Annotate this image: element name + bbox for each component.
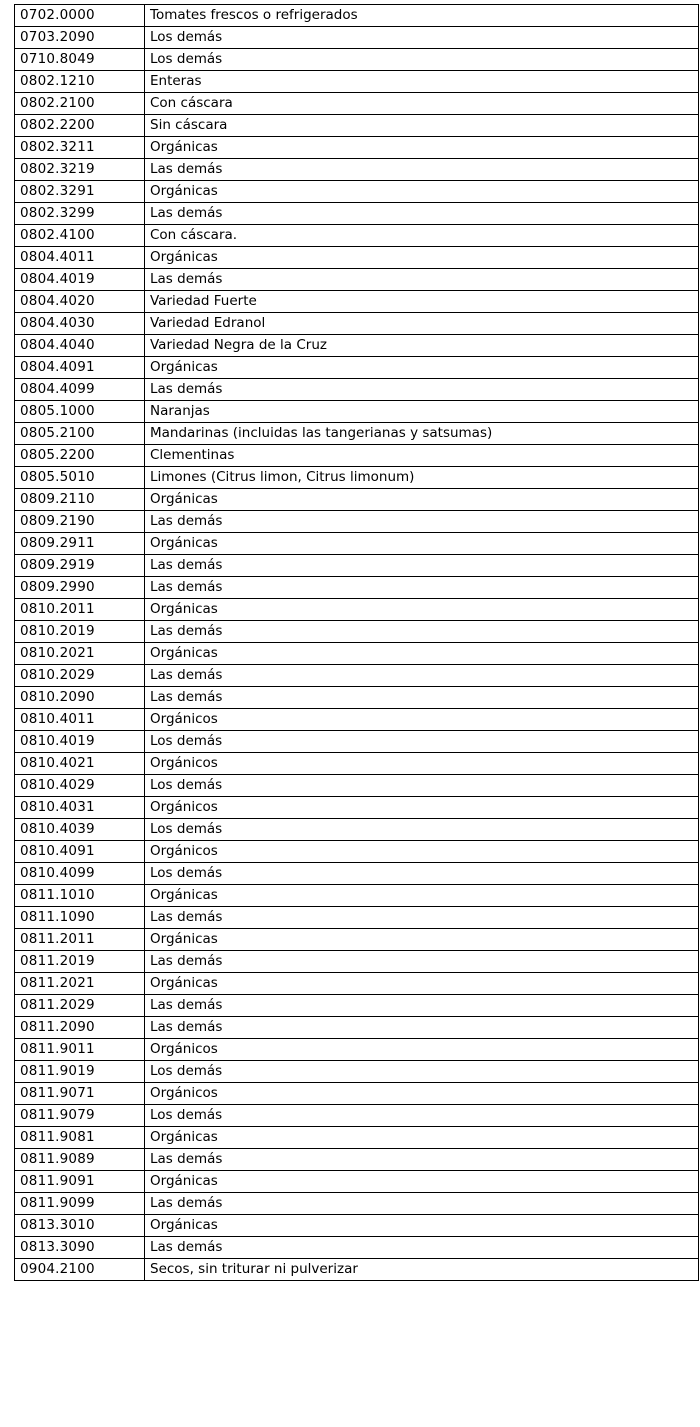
- tariff-code-cell: 0703.2090: [15, 27, 145, 49]
- tariff-description-cell: Los demás: [145, 819, 699, 841]
- tariff-description-cell: Orgánicas: [145, 929, 699, 951]
- tariff-description-cell: Tomates frescos o refrigerados: [145, 5, 699, 27]
- tariff-description-cell: Enteras: [145, 71, 699, 93]
- tariff-description-cell: Las demás: [145, 577, 699, 599]
- tariff-code-cell: 0813.3090: [15, 1237, 145, 1259]
- tariff-code-cell: 0811.2019: [15, 951, 145, 973]
- tariff-description-cell: Orgánicos: [145, 841, 699, 863]
- tariff-description-cell: Las demás: [145, 1017, 699, 1039]
- table-row: [15, 753, 699, 775]
- tariff-code-cell: 0811.9011: [15, 1039, 145, 1061]
- tariff-code-cell: 0804.4099: [15, 379, 145, 401]
- tariff-description-cell: Orgánicas: [145, 885, 699, 907]
- tariff-description-cell: Mandarinas (incluidas las tangerianas y satsumas): [145, 423, 699, 445]
- tariff-code-cell: 0810.2011: [15, 599, 145, 621]
- tariff-description-cell: Clementinas: [145, 445, 699, 467]
- table-row: [15, 291, 699, 313]
- tariff-table-body: [15, 5, 699, 1281]
- tariff-description-cell: Los demás: [145, 775, 699, 797]
- tariff-code-cell: 0702.0000: [15, 5, 145, 27]
- tariff-code-cell: 0802.3219: [15, 159, 145, 181]
- tariff-description-cell: Orgánicas: [145, 247, 699, 269]
- tariff-code-cell: 0811.1090: [15, 907, 145, 929]
- tariff-code-cell: 0804.4020: [15, 291, 145, 313]
- tariff-description-cell: Orgánicas: [145, 489, 699, 511]
- tariff-code-cell: 0810.4021: [15, 753, 145, 775]
- tariff-code-cell: 0804.4019: [15, 269, 145, 291]
- tariff-description-cell: Los demás: [145, 27, 699, 49]
- table-row: [15, 1039, 699, 1061]
- tariff-code-cell: 0804.4030: [15, 313, 145, 335]
- table-row: [15, 115, 699, 137]
- table-row: [15, 1017, 699, 1039]
- table-row: [15, 269, 699, 291]
- tariff-code-cell: 0810.2019: [15, 621, 145, 643]
- tariff-description-cell: Las demás: [145, 1237, 699, 1259]
- tariff-code-cell: 0810.4029: [15, 775, 145, 797]
- tariff-code-cell: 0810.4019: [15, 731, 145, 753]
- tariff-description-cell: Los demás: [145, 731, 699, 753]
- tariff-description-cell: Orgánicos: [145, 1083, 699, 1105]
- tariff-code-cell: 0802.2200: [15, 115, 145, 137]
- tariff-description-cell: Variedad Edranol: [145, 313, 699, 335]
- tariff-code-cell: 0805.2100: [15, 423, 145, 445]
- tariff-description-cell: Orgánicas: [145, 1171, 699, 1193]
- tariff-description-cell: Las demás: [145, 621, 699, 643]
- table-row: [15, 621, 699, 643]
- table-row: [15, 643, 699, 665]
- tariff-code-cell: 0811.1010: [15, 885, 145, 907]
- tariff-description-cell: Los demás: [145, 1061, 699, 1083]
- tariff-code-cell: 0805.2200: [15, 445, 145, 467]
- tariff-description-cell: Las demás: [145, 203, 699, 225]
- tariff-code-cell: 0804.4091: [15, 357, 145, 379]
- table-row: [15, 379, 699, 401]
- tariff-code-cell: 0809.2110: [15, 489, 145, 511]
- table-row: [15, 1237, 699, 1259]
- tariff-code-cell: 0811.9081: [15, 1127, 145, 1149]
- tariff-code-cell: 0809.2919: [15, 555, 145, 577]
- tariff-description-cell: Orgánicas: [145, 1215, 699, 1237]
- tariff-description-cell: Las demás: [145, 907, 699, 929]
- table-row: [15, 555, 699, 577]
- table-row: [15, 1171, 699, 1193]
- tariff-code-cell: 0810.4011: [15, 709, 145, 731]
- tariff-description-cell: Orgánicas: [145, 973, 699, 995]
- tariff-description-cell: Las demás: [145, 159, 699, 181]
- tariff-code-cell: 0811.2090: [15, 1017, 145, 1039]
- tariff-code-cell: 0802.3291: [15, 181, 145, 203]
- tariff-code-cell: 0809.2990: [15, 577, 145, 599]
- table-row: [15, 885, 699, 907]
- tariff-code-cell: 0810.2090: [15, 687, 145, 709]
- table-row: [15, 709, 699, 731]
- tariff-description-cell: Orgánicas: [145, 643, 699, 665]
- table-row: [15, 1193, 699, 1215]
- tariff-description-cell: Las demás: [145, 379, 699, 401]
- table-row: [15, 797, 699, 819]
- table-row: [15, 357, 699, 379]
- tariff-code-cell: 0802.3299: [15, 203, 145, 225]
- tariff-code-cell: 0804.4040: [15, 335, 145, 357]
- tariff-code-cell: 0804.4011: [15, 247, 145, 269]
- table-row: [15, 1127, 699, 1149]
- table-row: [15, 181, 699, 203]
- tariff-code-cell: 0811.2021: [15, 973, 145, 995]
- table-row: [15, 27, 699, 49]
- table-row: [15, 137, 699, 159]
- tariff-description-cell: Sin cáscara: [145, 115, 699, 137]
- table-row: [15, 1259, 699, 1281]
- table-row: [15, 423, 699, 445]
- table-row: [15, 775, 699, 797]
- tariff-description-cell: Los demás: [145, 863, 699, 885]
- tariff-description-cell: Las demás: [145, 1193, 699, 1215]
- tariff-code-cell: 0811.9019: [15, 1061, 145, 1083]
- table-row: [15, 71, 699, 93]
- tariff-code-cell: 0811.2029: [15, 995, 145, 1017]
- tariff-code-cell: 0809.2190: [15, 511, 145, 533]
- table-row: [15, 313, 699, 335]
- tariff-description-cell: Orgánicas: [145, 599, 699, 621]
- tariff-code-cell: 0802.1210: [15, 71, 145, 93]
- table-row: [15, 203, 699, 225]
- table-row: [15, 577, 699, 599]
- tariff-code-cell: 0810.2029: [15, 665, 145, 687]
- table-row: [15, 93, 699, 115]
- table-row: [15, 907, 699, 929]
- tariff-code-cell: 0810.4099: [15, 863, 145, 885]
- tariff-description-cell: Naranjas: [145, 401, 699, 423]
- table-row: [15, 599, 699, 621]
- table-row: [15, 225, 699, 247]
- tariff-code-cell: 0813.3010: [15, 1215, 145, 1237]
- tariff-description-cell: Orgánicos: [145, 1039, 699, 1061]
- tariff-description-cell: Orgánicas: [145, 1127, 699, 1149]
- tariff-code-cell: 0811.9091: [15, 1171, 145, 1193]
- tariff-code-cell: 0810.4091: [15, 841, 145, 863]
- table-row: [15, 533, 699, 555]
- tariff-code-cell: 0810.2021: [15, 643, 145, 665]
- table-row: [15, 731, 699, 753]
- tariff-description-cell: Con cáscara.: [145, 225, 699, 247]
- table-row: [15, 863, 699, 885]
- tariff-description-cell: Las demás: [145, 687, 699, 709]
- table-row: [15, 445, 699, 467]
- tariff-code-cell: 0805.1000: [15, 401, 145, 423]
- table-row: [15, 841, 699, 863]
- table-row: [15, 467, 699, 489]
- tariff-code-cell: 0809.2911: [15, 533, 145, 555]
- tariff-code-cell: 0802.4100: [15, 225, 145, 247]
- table-row: [15, 819, 699, 841]
- tariff-description-cell: Orgánicos: [145, 797, 699, 819]
- tariff-code-cell: 0710.8049: [15, 49, 145, 71]
- tariff-code-cell: 0811.2011: [15, 929, 145, 951]
- tariff-description-cell: Los demás: [145, 1105, 699, 1127]
- table-row: [15, 1061, 699, 1083]
- table-row: [15, 995, 699, 1017]
- tariff-description-cell: Los demás: [145, 49, 699, 71]
- table-row: [15, 159, 699, 181]
- table-row: [15, 401, 699, 423]
- table-row: [15, 951, 699, 973]
- table-row: [15, 1105, 699, 1127]
- tariff-description-cell: Con cáscara: [145, 93, 699, 115]
- table-row: [15, 49, 699, 71]
- table-row: [15, 1149, 699, 1171]
- tariff-code-cell: 0811.9079: [15, 1105, 145, 1127]
- tariff-description-cell: Orgánicas: [145, 137, 699, 159]
- table-row: [15, 511, 699, 533]
- tariff-code-cell: 0811.9099: [15, 1193, 145, 1215]
- tariff-code-cell: 0904.2100: [15, 1259, 145, 1281]
- tariff-code-cell: 0810.4031: [15, 797, 145, 819]
- tariff-code-cell: 0802.3211: [15, 137, 145, 159]
- tariff-description-cell: Las demás: [145, 269, 699, 291]
- table-row: [15, 687, 699, 709]
- tariff-description-cell: Las demás: [145, 511, 699, 533]
- tariff-code-cell: 0810.4039: [15, 819, 145, 841]
- table-row: [15, 489, 699, 511]
- tariff-description-cell: Orgánicas: [145, 357, 699, 379]
- tariff-description-cell: Variedad Fuerte: [145, 291, 699, 313]
- tariff-code-cell: 0811.9071: [15, 1083, 145, 1105]
- table-row: [15, 1083, 699, 1105]
- tariff-description-cell: Las demás: [145, 995, 699, 1017]
- tariff-table: [14, 4, 699, 1281]
- tariff-description-cell: Las demás: [145, 1149, 699, 1171]
- table-row: [15, 5, 699, 27]
- table-row: [15, 335, 699, 357]
- tariff-description-cell: Las demás: [145, 665, 699, 687]
- table-row: [15, 973, 699, 995]
- tariff-code-cell: 0811.9089: [15, 1149, 145, 1171]
- tariff-description-cell: Orgánicos: [145, 709, 699, 731]
- table-row: [15, 665, 699, 687]
- tariff-code-cell: 0805.5010: [15, 467, 145, 489]
- tariff-description-cell: Orgánicas: [145, 181, 699, 203]
- tariff-description-cell: Limones (Citrus limon, Citrus limonum): [145, 467, 699, 489]
- tariff-code-cell: 0802.2100: [15, 93, 145, 115]
- tariff-description-cell: Las demás: [145, 951, 699, 973]
- tariff-description-cell: Orgánicos: [145, 753, 699, 775]
- tariff-description-cell: Secos, sin triturar ni pulverizar: [145, 1259, 699, 1281]
- tariff-description-cell: Variedad Negra de la Cruz: [145, 335, 699, 357]
- tariff-description-cell: Orgánicas: [145, 533, 699, 555]
- tariff-description-cell: Las demás: [145, 555, 699, 577]
- table-row: [15, 929, 699, 951]
- table-row: [15, 247, 699, 269]
- table-row: [15, 1215, 699, 1237]
